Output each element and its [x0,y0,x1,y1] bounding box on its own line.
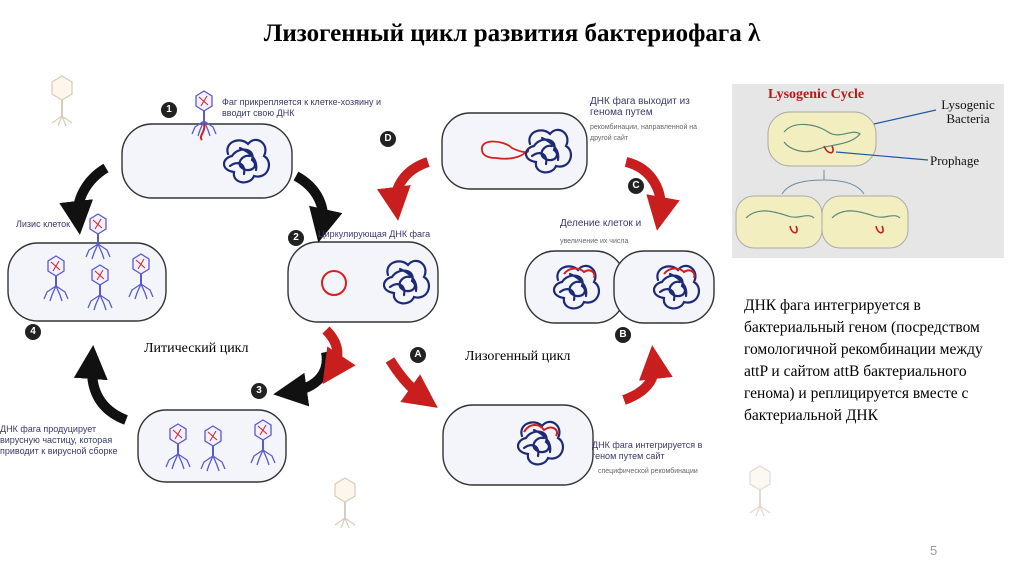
step-badge-c: C [628,178,644,194]
lytic-arrow-2-to-3 [290,352,327,392]
step-badge-2: 2 [288,230,304,246]
lytic-arrow-1-to-2 [296,176,323,226]
inset-prophage-label: Prophage [930,153,980,168]
cell-lysis [8,214,166,321]
slide-title: Лизогенный цикл развития бактериофага λ [263,20,761,47]
lytic-arrow-3-to-4 [92,362,126,420]
label-step-4: Лизис клеток [16,219,71,229]
step-badge-1: 1 [161,102,177,118]
explanation-text: ДНК фага интегрируется в бактериальный геном (посредством гомологичной рекомбинации между attP и сайтом attB бактериального генома) и реплицируется вместе с бактериальной ДНК [744,297,983,424]
step-badge-4: 4 [25,324,41,340]
lysogenic-cycle-label: Лизогенный цикл [465,349,571,364]
decorative-phage-icon [335,478,355,528]
decorative-phage-icon [52,76,72,126]
lytic-arrow-4-to-1 [78,168,106,218]
cell-assembly [138,410,286,482]
decorative-phage-icon [750,466,770,516]
page-number: 5 [930,543,938,558]
cell-dividing [525,251,714,323]
step-badge-d: D [380,131,396,147]
label-step-a: ДНК фага интегрируется в геном путем сайт [592,440,703,461]
label-step-a-small: специфической рекомбинации [598,468,698,475]
lysogenic-arrow-a [390,360,424,398]
label-step-3: ДНК фага продуцирует вирусную частицу, которая приводит к вирусной сборке [0,424,118,456]
inset-bacteria-label: Lysogenic Bacteria [941,97,995,126]
lysogenic-cycle-inset [732,84,1004,258]
step-badge-3: 3 [251,383,267,399]
cell-prophage-excision [442,113,587,189]
cell-circular-dna [288,242,438,322]
cell-integration [443,405,593,485]
label-step-b-small: увеличение их числа [560,238,629,245]
inset-title: Lysogenic Cycle [768,87,865,102]
label-step-b: Деление клеток и [560,218,642,229]
step-badge-a: A [410,347,426,363]
lysogenic-arrow-d [396,162,428,204]
lytic-cycle-label: Литический цикл [144,341,249,356]
label-step-2: Циркулирующая ДНК фага [318,229,431,239]
lysogenic-arrow-b [624,362,654,400]
label-step-d-small: рекомбинации, направленной на другой сайт [590,124,698,142]
label-step-d: ДНК фага выходит из генома путем [590,96,690,118]
label-step-1: Фаг прикрепляется к клетке-хозяину и вводит свою ДНК [222,97,382,118]
step-badge-b: B [615,327,631,343]
